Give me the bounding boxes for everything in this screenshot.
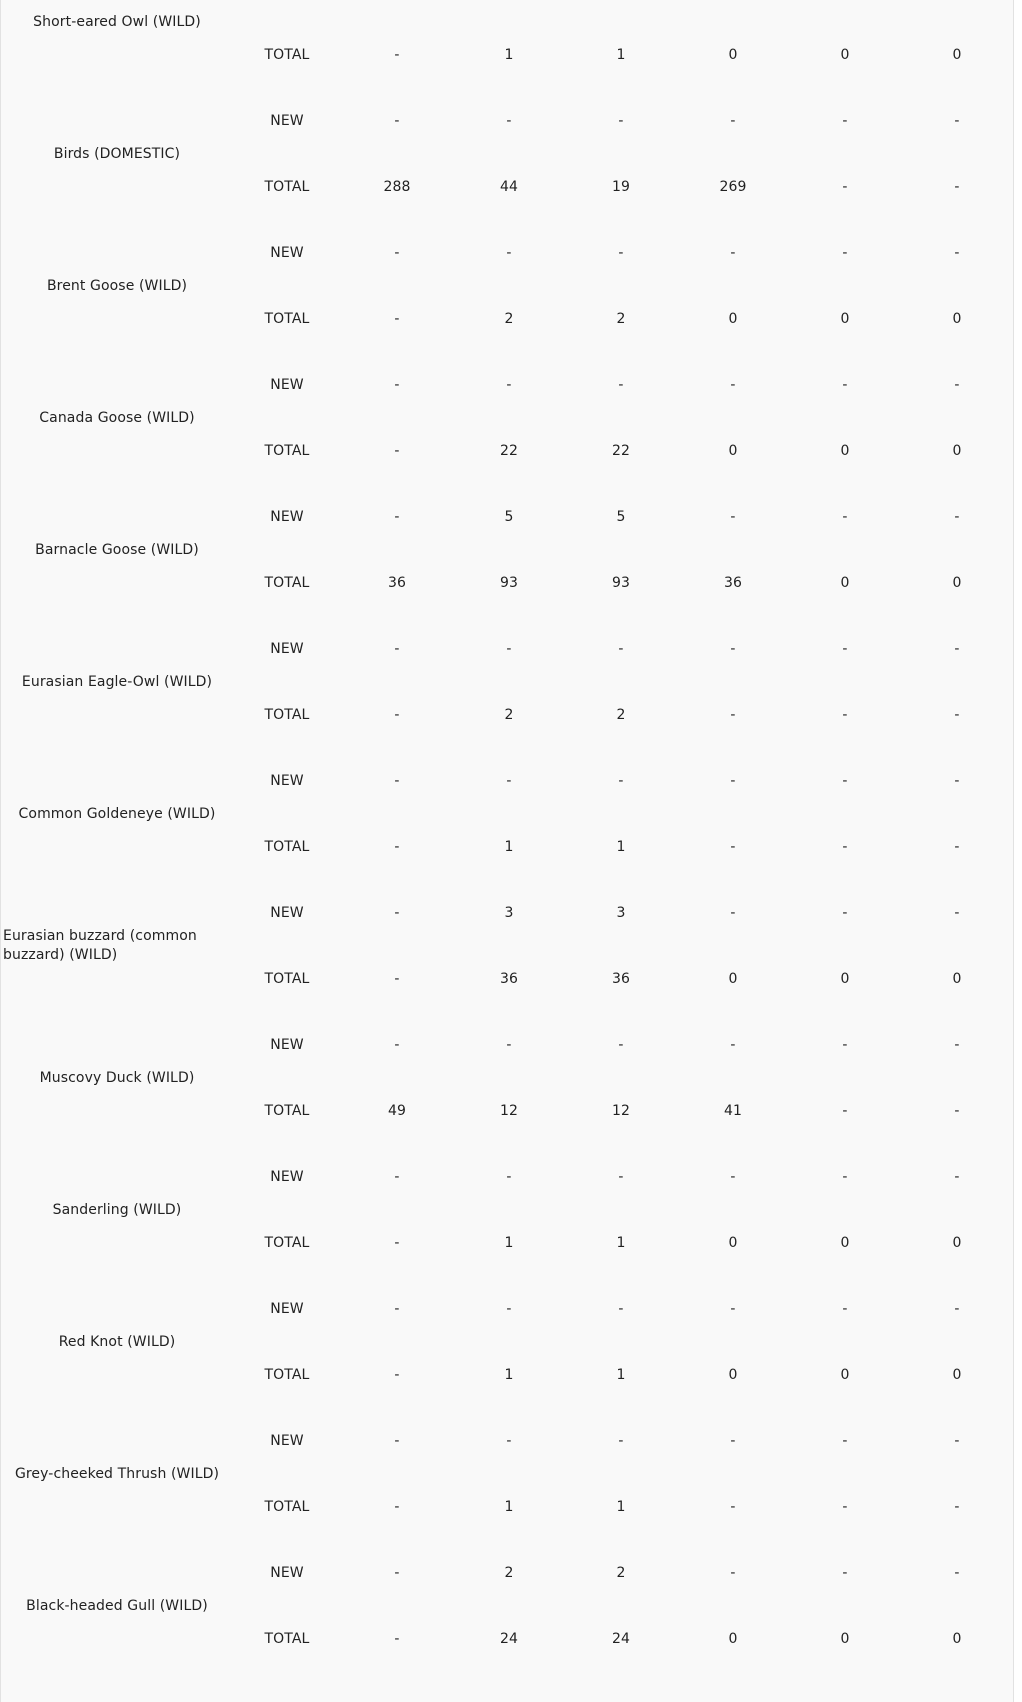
table-row-new bbox=[1, 616, 1013, 682]
value-cell: - bbox=[394, 377, 400, 393]
value-cell: 0 bbox=[728, 1631, 738, 1647]
species-name-cell: Sanderling (WILD) bbox=[52, 1201, 182, 1218]
value-cell: 0 bbox=[728, 1235, 738, 1251]
value-cell: 5 bbox=[616, 509, 626, 525]
value-cell: 5 bbox=[504, 509, 514, 525]
value-cell: - bbox=[618, 377, 624, 393]
value-cell: - bbox=[394, 113, 400, 129]
value-cell: - bbox=[730, 773, 736, 789]
row-type-label: NEW bbox=[270, 509, 304, 525]
value-cell bbox=[901, 0, 1013, 22]
value-cell: - bbox=[394, 641, 400, 657]
value-cell: - bbox=[506, 1037, 512, 1053]
table-body bbox=[1, 0, 1013, 1672]
value-cell: 0 bbox=[952, 443, 962, 459]
value-cell: - bbox=[394, 47, 400, 63]
table-row-new bbox=[1, 1012, 1013, 1078]
value-cell: 24 bbox=[499, 1631, 518, 1647]
table-row-new bbox=[1, 1144, 1013, 1210]
value-cell: - bbox=[618, 1037, 624, 1053]
value-cell: - bbox=[954, 377, 960, 393]
value-cell: 0 bbox=[728, 1367, 738, 1383]
value-cell: 0 bbox=[728, 971, 738, 987]
value-cell: - bbox=[954, 905, 960, 921]
species-name-cell: Eurasian buzzard (common buzzard) (WILD) bbox=[3, 928, 197, 963]
value-cell: 1 bbox=[616, 47, 626, 63]
value-cell: - bbox=[506, 377, 512, 393]
value-cell: 1 bbox=[616, 1235, 626, 1251]
species-name-cell: Muscovy Duck (WILD) bbox=[39, 1069, 195, 1086]
value-cell: 0 bbox=[840, 443, 850, 459]
value-cell: - bbox=[394, 773, 400, 789]
row-type-label: TOTAL bbox=[264, 1103, 310, 1119]
value-cell: - bbox=[730, 1565, 736, 1581]
value-cell: 0 bbox=[840, 47, 850, 63]
row-type-label: NEW bbox=[270, 245, 304, 261]
value-cell: - bbox=[842, 1301, 848, 1317]
row-type-label: TOTAL bbox=[264, 1631, 310, 1647]
value-cell: - bbox=[394, 971, 400, 987]
value-cell: - bbox=[842, 113, 848, 129]
table-row-new bbox=[1, 1540, 1013, 1606]
value-cell: - bbox=[730, 1499, 736, 1515]
value-cell: - bbox=[506, 1169, 512, 1185]
row-type-label: TOTAL bbox=[264, 1367, 310, 1383]
value-cell: - bbox=[842, 641, 848, 657]
table-row-new bbox=[1, 1408, 1013, 1474]
species-name-cell: Eurasian Eagle-Owl (WILD) bbox=[21, 673, 213, 690]
row-type-label bbox=[233, 0, 341, 22]
row-type-label: TOTAL bbox=[264, 311, 310, 327]
value-cell: - bbox=[730, 113, 736, 129]
row-type-label: NEW bbox=[270, 773, 304, 789]
value-cell: - bbox=[730, 1433, 736, 1449]
table-row-new bbox=[1, 748, 1013, 814]
value-cell: 3 bbox=[616, 905, 626, 921]
value-cell: - bbox=[394, 905, 400, 921]
value-cell: - bbox=[842, 1433, 848, 1449]
value-cell: - bbox=[730, 641, 736, 657]
value-cell: - bbox=[954, 1433, 960, 1449]
value-cell bbox=[565, 0, 677, 22]
value-cell: - bbox=[842, 707, 848, 723]
species-name-cell: Birds (DOMESTIC) bbox=[53, 145, 181, 162]
value-cell: 22 bbox=[499, 443, 518, 459]
row-type-label: NEW bbox=[270, 1301, 304, 1317]
value-cell: 1 bbox=[504, 1367, 514, 1383]
value-cell: - bbox=[730, 509, 736, 525]
value-cell: - bbox=[954, 641, 960, 657]
value-cell: - bbox=[394, 311, 400, 327]
value-cell: - bbox=[954, 245, 960, 261]
value-cell bbox=[789, 0, 901, 22]
value-cell: - bbox=[842, 1037, 848, 1053]
row-type-label: NEW bbox=[270, 113, 304, 129]
value-cell: 0 bbox=[840, 1631, 850, 1647]
value-cell bbox=[341, 0, 453, 22]
row-type-label: TOTAL bbox=[264, 839, 310, 855]
value-cell: 1 bbox=[504, 1499, 514, 1515]
value-cell: 1 bbox=[616, 1499, 626, 1515]
value-cell: - bbox=[618, 773, 624, 789]
species-name-cell: Grey-cheeked Thrush (WILD) bbox=[14, 1465, 220, 1482]
value-cell: 2 bbox=[504, 707, 514, 723]
value-cell: 1 bbox=[504, 47, 514, 63]
value-cell: 19 bbox=[611, 179, 630, 195]
table-row-new bbox=[1, 484, 1013, 550]
table-row-new bbox=[1, 220, 1013, 286]
value-cell: - bbox=[394, 245, 400, 261]
value-cell: 0 bbox=[952, 1367, 962, 1383]
value-cell: 0 bbox=[840, 311, 850, 327]
value-cell: - bbox=[394, 1235, 400, 1251]
species-name-cell: Short-eared Owl (WILD) bbox=[33, 13, 201, 30]
value-cell: - bbox=[730, 245, 736, 261]
value-cell: 288 bbox=[383, 179, 411, 195]
value-cell: 0 bbox=[952, 47, 962, 63]
value-cell: - bbox=[842, 1565, 848, 1581]
row-type-label: TOTAL bbox=[264, 47, 310, 63]
value-cell: - bbox=[394, 1169, 400, 1185]
value-cell: - bbox=[394, 1301, 400, 1317]
value-cell: 0 bbox=[952, 575, 962, 591]
value-cell: - bbox=[842, 377, 848, 393]
value-cell: - bbox=[618, 113, 624, 129]
value-cell bbox=[677, 0, 789, 22]
value-cell: 1 bbox=[504, 839, 514, 855]
table-row-new bbox=[1, 0, 1013, 22]
value-cell: 0 bbox=[728, 311, 738, 327]
value-cell: - bbox=[954, 1103, 960, 1119]
value-cell bbox=[453, 0, 565, 22]
value-cell: 0 bbox=[952, 311, 962, 327]
value-cell: 2 bbox=[504, 1565, 514, 1581]
value-cell: 49 bbox=[387, 1103, 406, 1119]
value-cell: 0 bbox=[728, 47, 738, 63]
value-cell: 1 bbox=[504, 1235, 514, 1251]
row-type-label: NEW bbox=[270, 1433, 304, 1449]
value-cell: - bbox=[394, 509, 400, 525]
value-cell: - bbox=[618, 1169, 624, 1185]
value-cell: 0 bbox=[840, 575, 850, 591]
value-cell: - bbox=[394, 1433, 400, 1449]
value-cell: 36 bbox=[499, 971, 518, 987]
value-cell: - bbox=[618, 641, 624, 657]
value-cell: 0 bbox=[952, 1631, 962, 1647]
species-name-cell: Barnacle Goose (WILD) bbox=[35, 541, 199, 558]
row-type-label: NEW bbox=[270, 377, 304, 393]
value-cell: - bbox=[730, 1301, 736, 1317]
value-cell: - bbox=[730, 839, 736, 855]
row-type-label: TOTAL bbox=[264, 443, 310, 459]
species-name-cell: Common Goldeneye (WILD) bbox=[18, 805, 216, 822]
table-row-new bbox=[1, 352, 1013, 418]
row-type-label: NEW bbox=[270, 1169, 304, 1185]
value-cell: - bbox=[394, 443, 400, 459]
value-cell: 2 bbox=[616, 311, 626, 327]
row-type-label: TOTAL bbox=[264, 575, 310, 591]
value-cell: 2 bbox=[504, 311, 514, 327]
value-cell: 12 bbox=[499, 1103, 518, 1119]
species-name-cell: Red Knot (WILD) bbox=[58, 1333, 176, 1350]
value-cell: 36 bbox=[611, 971, 630, 987]
row-type-label: TOTAL bbox=[264, 1235, 310, 1251]
value-cell: 0 bbox=[840, 1235, 850, 1251]
value-cell: - bbox=[842, 245, 848, 261]
value-cell: - bbox=[954, 1565, 960, 1581]
row-type-label: TOTAL bbox=[264, 971, 310, 987]
row-type-label: TOTAL bbox=[264, 179, 310, 195]
value-cell: - bbox=[730, 905, 736, 921]
value-cell: - bbox=[954, 1169, 960, 1185]
value-cell: - bbox=[842, 1499, 848, 1515]
table-row-new bbox=[1, 880, 1013, 946]
value-cell: 22 bbox=[611, 443, 630, 459]
value-cell: - bbox=[842, 905, 848, 921]
value-cell: 0 bbox=[840, 971, 850, 987]
value-cell: - bbox=[394, 1565, 400, 1581]
value-cell: - bbox=[506, 773, 512, 789]
value-cell: - bbox=[954, 773, 960, 789]
value-cell: 36 bbox=[723, 575, 742, 591]
row-type-label: NEW bbox=[270, 1565, 304, 1581]
value-cell: 36 bbox=[387, 575, 406, 591]
value-cell: - bbox=[954, 707, 960, 723]
value-cell: - bbox=[506, 113, 512, 129]
value-cell: 2 bbox=[616, 707, 626, 723]
species-name-cell: Canada Goose (WILD) bbox=[39, 409, 195, 426]
row-type-label: TOTAL bbox=[264, 1499, 310, 1515]
value-cell: - bbox=[954, 1037, 960, 1053]
value-cell: 0 bbox=[952, 971, 962, 987]
value-cell: 24 bbox=[611, 1631, 630, 1647]
value-cell: - bbox=[394, 1499, 400, 1515]
species-name-cell: Black-headed Gull (WILD) bbox=[26, 1597, 208, 1614]
value-cell: 0 bbox=[840, 1367, 850, 1383]
row-type-label: NEW bbox=[270, 1037, 304, 1053]
value-cell: - bbox=[954, 1301, 960, 1317]
value-cell: - bbox=[730, 377, 736, 393]
value-cell: - bbox=[954, 839, 960, 855]
value-cell: 3 bbox=[504, 905, 514, 921]
value-cell: 93 bbox=[499, 575, 518, 591]
value-cell: - bbox=[394, 1367, 400, 1383]
species-outbreak-table bbox=[1, 0, 1013, 1672]
value-cell: - bbox=[730, 707, 736, 723]
value-cell: 0 bbox=[728, 443, 738, 459]
value-cell: - bbox=[842, 773, 848, 789]
row-type-label: TOTAL bbox=[264, 707, 310, 723]
value-cell: - bbox=[506, 641, 512, 657]
value-cell: 1 bbox=[616, 839, 626, 855]
value-cell: 2 bbox=[616, 1565, 626, 1581]
value-cell: 0 bbox=[952, 1235, 962, 1251]
value-cell: - bbox=[842, 1169, 848, 1185]
row-type-label: NEW bbox=[270, 641, 304, 657]
species-name-cell: Brent Goose (WILD) bbox=[46, 277, 188, 294]
value-cell: 41 bbox=[723, 1103, 742, 1119]
value-cell: - bbox=[506, 1433, 512, 1449]
value-cell: - bbox=[842, 179, 848, 195]
value-cell: - bbox=[506, 1301, 512, 1317]
value-cell: 1 bbox=[616, 1367, 626, 1383]
value-cell: - bbox=[730, 1169, 736, 1185]
value-cell: - bbox=[394, 1631, 400, 1647]
value-cell: - bbox=[618, 1433, 624, 1449]
value-cell: - bbox=[842, 1103, 848, 1119]
value-cell: 269 bbox=[719, 179, 747, 195]
value-cell: 44 bbox=[499, 179, 518, 195]
row-type-label: NEW bbox=[270, 905, 304, 921]
value-cell: - bbox=[394, 707, 400, 723]
value-cell: 93 bbox=[611, 575, 630, 591]
value-cell: - bbox=[394, 1037, 400, 1053]
value-cell: - bbox=[954, 1499, 960, 1515]
value-cell: - bbox=[842, 839, 848, 855]
value-cell: - bbox=[618, 245, 624, 261]
value-cell: - bbox=[506, 245, 512, 261]
value-cell: - bbox=[394, 839, 400, 855]
value-cell: 12 bbox=[611, 1103, 630, 1119]
value-cell: - bbox=[954, 113, 960, 129]
table-row-new bbox=[1, 88, 1013, 154]
value-cell: - bbox=[954, 509, 960, 525]
value-cell: - bbox=[954, 179, 960, 195]
value-cell: - bbox=[618, 1301, 624, 1317]
table-row-new bbox=[1, 1276, 1013, 1342]
value-cell: - bbox=[842, 509, 848, 525]
value-cell: - bbox=[730, 1037, 736, 1053]
